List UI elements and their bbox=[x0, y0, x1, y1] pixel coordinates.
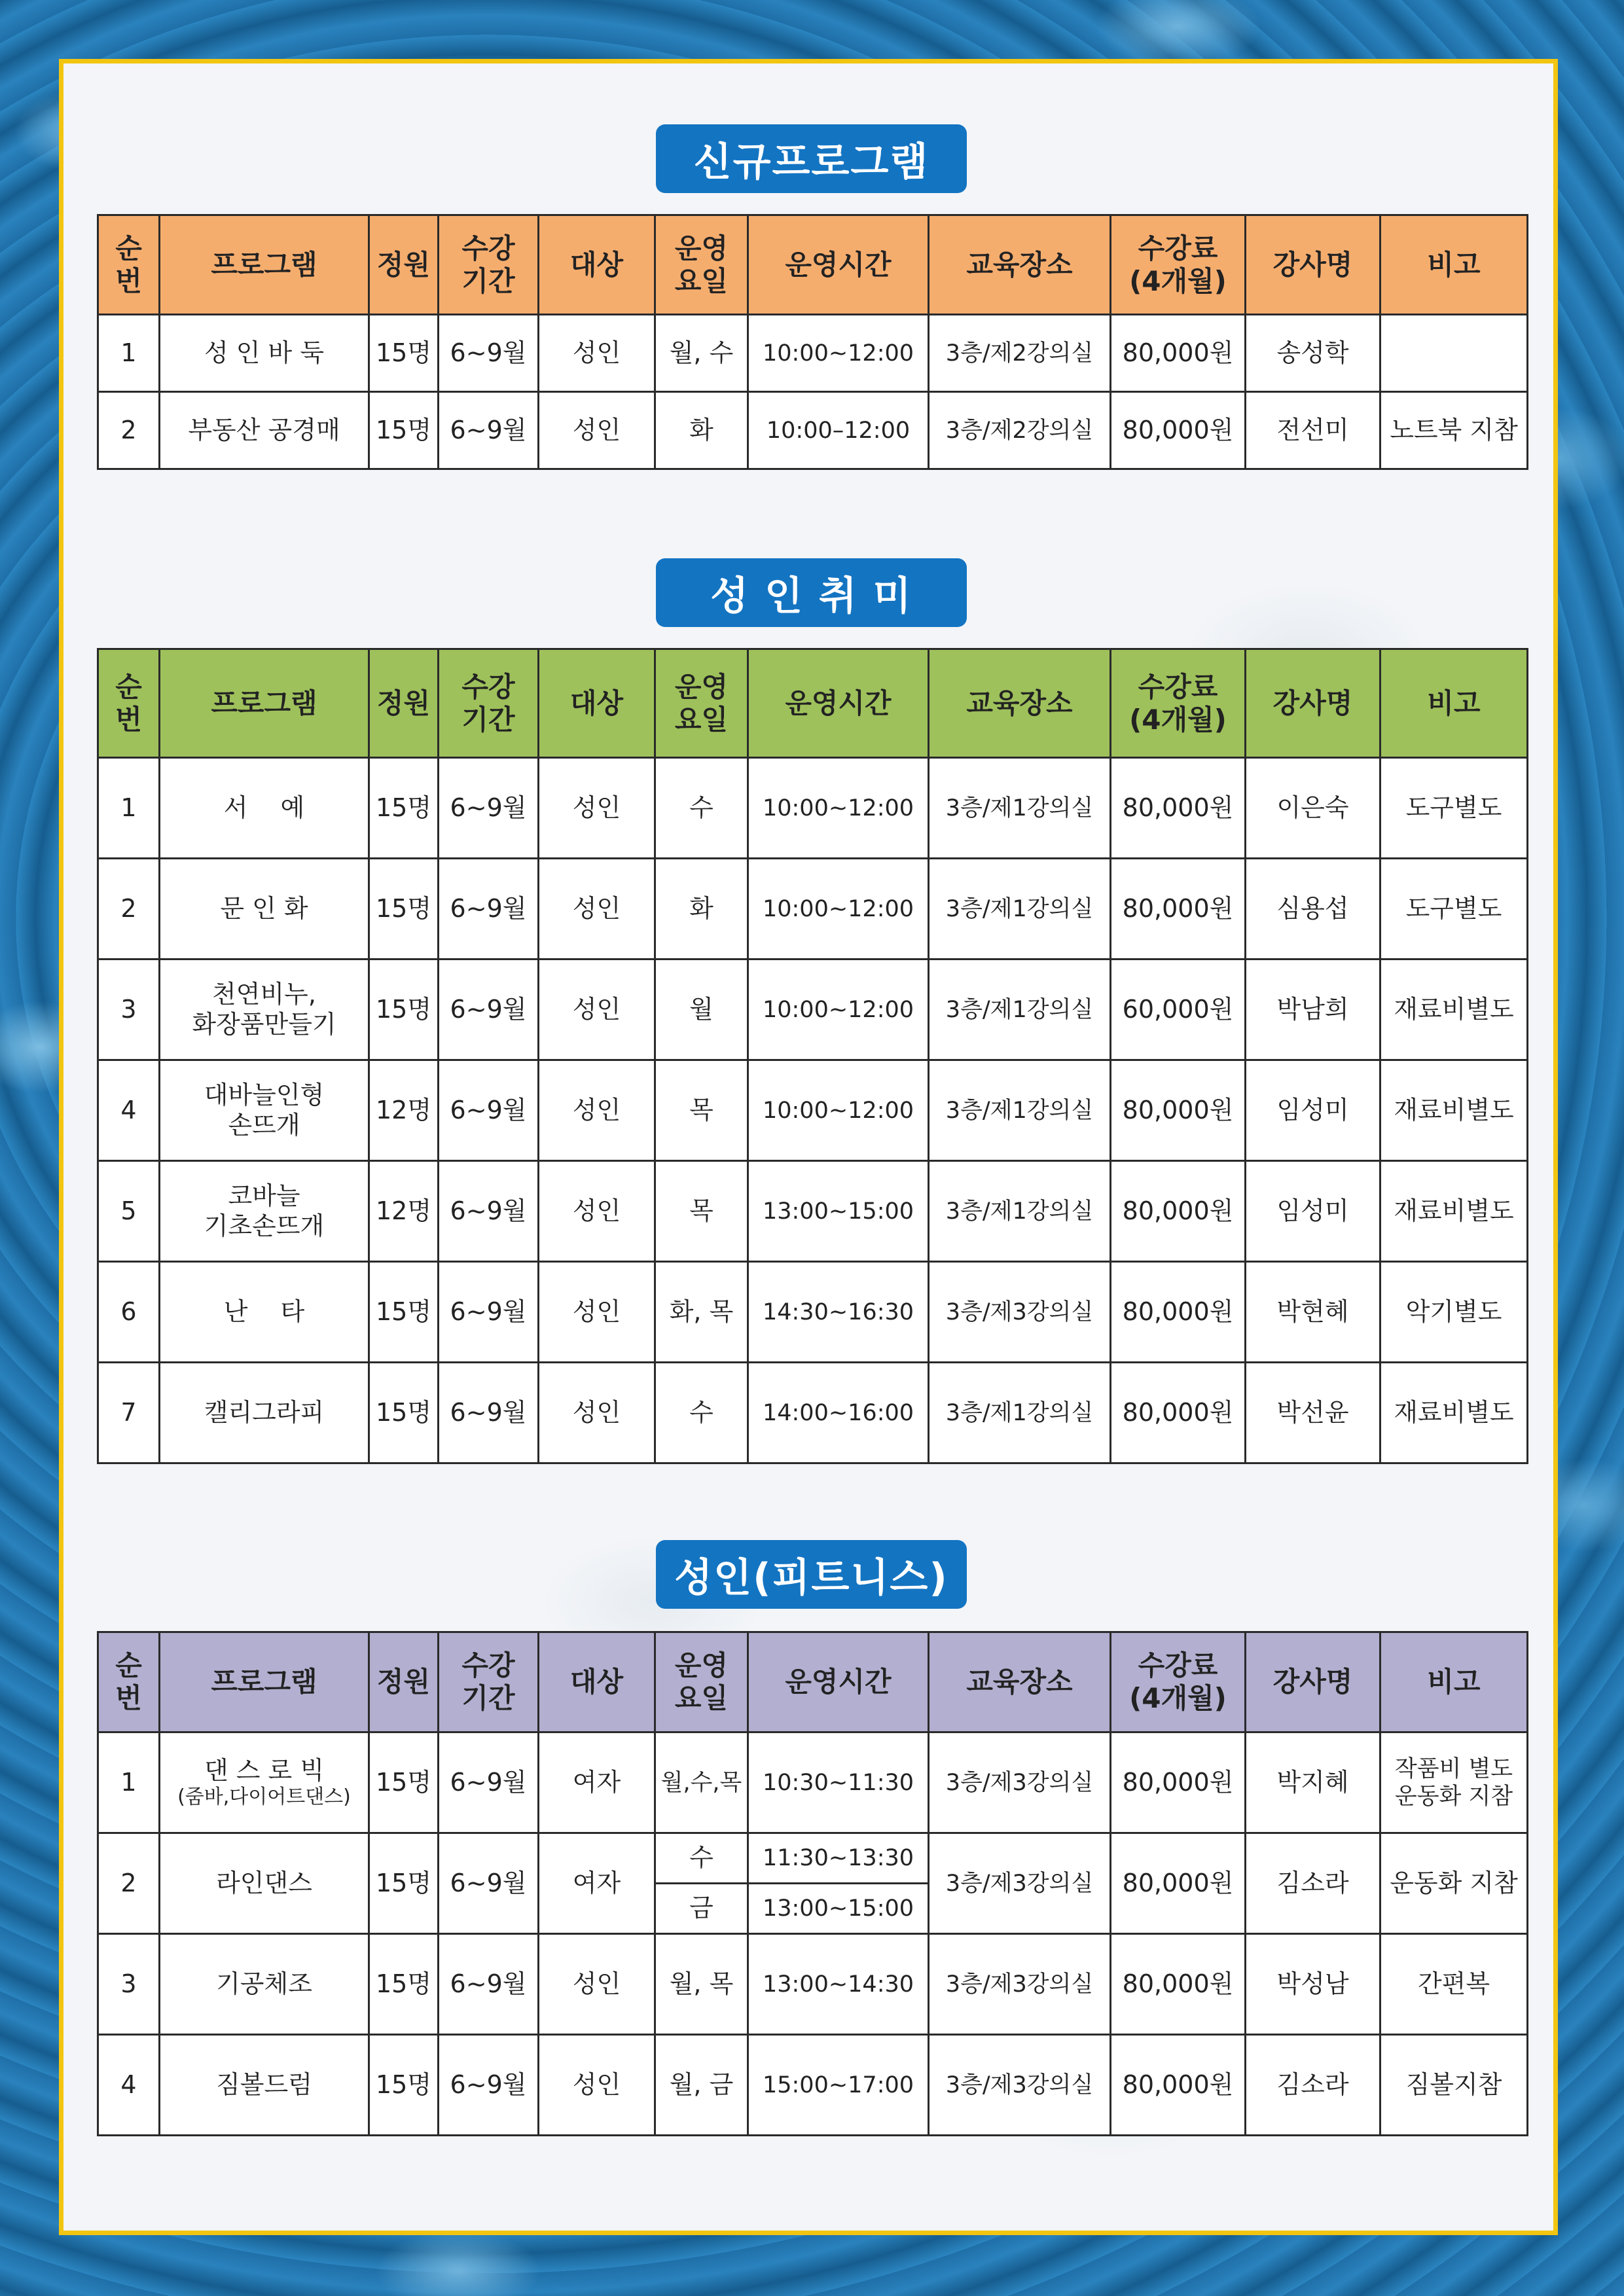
cell-no: 6 bbox=[98, 1262, 160, 1363]
cell-capacity: 15명 bbox=[369, 859, 439, 960]
table-row bbox=[98, 859, 1528, 960]
cell-period: 6~9월 bbox=[439, 2035, 539, 2136]
cell-time: 10:00~12:00 bbox=[748, 960, 929, 1060]
cell-program: 기공체조 bbox=[160, 1934, 369, 2035]
table-row bbox=[98, 1934, 1528, 2035]
cell-no: 7 bbox=[98, 1363, 160, 1463]
cell-place: 3층/제2강의실 bbox=[929, 315, 1111, 392]
table-row bbox=[98, 2035, 1528, 2136]
col-note: 비고 bbox=[1380, 649, 1528, 758]
cell-note: 짐볼지참 bbox=[1380, 2035, 1528, 2136]
cell-teacher: 김소라 bbox=[1246, 1833, 1380, 1934]
cell-teacher: 전선미 bbox=[1246, 392, 1380, 469]
cell-time: 13:00~15:00 bbox=[748, 1884, 929, 1934]
col-program: 프로그램 bbox=[160, 1632, 369, 1732]
cell-program: 캘리그라피 bbox=[160, 1363, 369, 1463]
table-header-row bbox=[98, 649, 1528, 758]
cell-target: 성인 bbox=[539, 315, 655, 392]
section-title-fitness: 성인(피트니스) bbox=[656, 1540, 967, 1609]
col-target: 대상 bbox=[539, 215, 655, 315]
col-teacher: 강사명 bbox=[1246, 649, 1380, 758]
cell-capacity: 15명 bbox=[369, 1363, 439, 1463]
cell-target: 성인 bbox=[539, 392, 655, 469]
table-header-row bbox=[98, 1632, 1528, 1732]
cell-target: 성인 bbox=[539, 1060, 655, 1161]
cell-days: 월,수,목 bbox=[655, 1732, 748, 1833]
table-adult-hobby bbox=[97, 648, 1528, 1464]
cell-fee: 80,000원 bbox=[1111, 1363, 1246, 1463]
cell-place: 3층/제3강의실 bbox=[929, 1934, 1111, 2035]
col-place: 교육장소 bbox=[929, 649, 1111, 758]
col-time: 운영시간 bbox=[748, 1632, 929, 1732]
cell-days: 월, 수 bbox=[655, 315, 748, 392]
cell-period: 6~9월 bbox=[439, 392, 539, 469]
cell-teacher: 박현혜 bbox=[1246, 1262, 1380, 1363]
cell-note: 간편복 bbox=[1380, 1934, 1528, 2035]
cell-days: 월, 금 bbox=[655, 2035, 748, 2136]
cell-no: 2 bbox=[98, 392, 160, 469]
cell-note: 운동화 지참 bbox=[1380, 1833, 1528, 1934]
cell-teacher: 임성미 bbox=[1246, 1161, 1380, 1262]
table-row bbox=[98, 1732, 1528, 1833]
col-place: 교육장소 bbox=[929, 215, 1111, 315]
cell-capacity: 12명 bbox=[369, 1060, 439, 1161]
cell-teacher: 이은숙 bbox=[1246, 758, 1380, 859]
cell-place: 3층/제3강의실 bbox=[929, 1833, 1111, 1934]
cell-capacity: 15명 bbox=[369, 1732, 439, 1833]
cell-days: 수 bbox=[655, 758, 748, 859]
col-days: 운영 요일 bbox=[655, 1632, 748, 1732]
table-row bbox=[98, 758, 1528, 859]
cell-no: 5 bbox=[98, 1161, 160, 1262]
cell-note: 악기별도 bbox=[1380, 1262, 1528, 1363]
cell-place: 3층/제1강의실 bbox=[929, 960, 1111, 1060]
cell-days: 금 bbox=[655, 1884, 748, 1934]
cell-fee: 80,000원 bbox=[1111, 1262, 1246, 1363]
cell-capacity: 15명 bbox=[369, 1833, 439, 1934]
cell-target: 성인 bbox=[539, 960, 655, 1060]
cell-teacher: 박성남 bbox=[1246, 1934, 1380, 2035]
col-fee: 수강료 (4개월) bbox=[1111, 1632, 1246, 1732]
cell-teacher: 김소라 bbox=[1246, 2035, 1380, 2136]
cell-fee: 80,000원 bbox=[1111, 859, 1246, 960]
col-note: 비고 bbox=[1380, 215, 1528, 315]
col-teacher: 강사명 bbox=[1246, 1632, 1380, 1732]
cell-time: 14:00~16:00 bbox=[748, 1363, 929, 1463]
cell-period: 6~9월 bbox=[439, 1363, 539, 1463]
cell-no: 2 bbox=[98, 859, 160, 960]
cell-note: 노트북 지참 bbox=[1380, 392, 1528, 469]
cell-no: 1 bbox=[98, 1732, 160, 1833]
cell-program: 대바늘인형 손뜨개 bbox=[160, 1060, 369, 1161]
cell-time: 13:00~14:30 bbox=[748, 1934, 929, 2035]
cell-capacity: 15명 bbox=[369, 1262, 439, 1363]
cell-fee: 80,000원 bbox=[1111, 1833, 1246, 1934]
col-target: 대상 bbox=[539, 649, 655, 758]
program-name: 댄 스 로 빅 bbox=[204, 1755, 325, 1785]
cell-period: 6~9월 bbox=[439, 758, 539, 859]
cell-days: 수 bbox=[655, 1833, 748, 1884]
cell-time: 13:00~15:00 bbox=[748, 1161, 929, 1262]
cell-fee: 80,000원 bbox=[1111, 758, 1246, 859]
cell-capacity: 15명 bbox=[369, 315, 439, 392]
cell-capacity: 15명 bbox=[369, 960, 439, 1060]
table-row bbox=[98, 1833, 1528, 1884]
cell-no: 1 bbox=[98, 758, 160, 859]
cell-period: 6~9월 bbox=[439, 1934, 539, 2035]
col-no: 순 번 bbox=[98, 649, 160, 758]
cell-place: 3층/제3강의실 bbox=[929, 2035, 1111, 2136]
cell-place: 3층/제2강의실 bbox=[929, 392, 1111, 469]
col-fee: 수강료 (4개월) bbox=[1111, 649, 1246, 758]
cell-note: 작품비 별도 운동화 지참 bbox=[1380, 1732, 1528, 1833]
cell-fee: 80,000원 bbox=[1111, 1161, 1246, 1262]
cell-capacity: 15명 bbox=[369, 392, 439, 469]
cell-days: 목 bbox=[655, 1060, 748, 1161]
cell-fee: 80,000원 bbox=[1111, 1060, 1246, 1161]
cell-days: 화, 목 bbox=[655, 1262, 748, 1363]
cell-note bbox=[1380, 315, 1528, 392]
section-title-new: 신규프로그램 bbox=[656, 124, 967, 193]
table-row bbox=[98, 1262, 1528, 1363]
cell-program: 라인댄스 bbox=[160, 1833, 369, 1934]
cell-no: 2 bbox=[98, 1833, 160, 1934]
cell-period: 6~9월 bbox=[439, 1833, 539, 1934]
cell-time: 10:00–12:00 bbox=[748, 392, 929, 469]
cell-no: 3 bbox=[98, 1934, 160, 2035]
col-period: 수강 기간 bbox=[439, 215, 539, 315]
cell-capacity: 12명 bbox=[369, 1161, 439, 1262]
table-row bbox=[98, 1161, 1528, 1262]
cell-fee: 80,000원 bbox=[1111, 1934, 1246, 2035]
cell-note: 재료비별도 bbox=[1380, 1060, 1528, 1161]
cell-program bbox=[160, 1732, 369, 1833]
cell-target: 성인 bbox=[539, 1161, 655, 1262]
cell-days: 수 bbox=[655, 1363, 748, 1463]
cell-place: 3층/제1강의실 bbox=[929, 1363, 1111, 1463]
cell-target: 성인 bbox=[539, 1363, 655, 1463]
cell-fee: 60,000원 bbox=[1111, 960, 1246, 1060]
cell-period: 6~9월 bbox=[439, 1262, 539, 1363]
cell-days: 화 bbox=[655, 859, 748, 960]
table-row bbox=[98, 960, 1528, 1060]
cell-days: 월 bbox=[655, 960, 748, 1060]
cell-days: 월, 목 bbox=[655, 1934, 748, 2035]
cell-teacher: 심용섭 bbox=[1246, 859, 1380, 960]
cell-time: 15:00~17:00 bbox=[748, 2035, 929, 2136]
cell-program: 짐볼드럼 bbox=[160, 2035, 369, 2136]
col-days: 운영 요일 bbox=[655, 649, 748, 758]
col-program: 프로그램 bbox=[160, 215, 369, 315]
cell-note: 도구별도 bbox=[1380, 859, 1528, 960]
cell-target: 성인 bbox=[539, 758, 655, 859]
cell-place: 3층/제1강의실 bbox=[929, 1060, 1111, 1161]
cell-capacity: 15명 bbox=[369, 1934, 439, 2035]
cell-time: 10:00~12:00 bbox=[748, 315, 929, 392]
table-new-programs bbox=[97, 214, 1528, 470]
cell-target: 성인 bbox=[539, 1262, 655, 1363]
cell-target: 여자 bbox=[539, 1833, 655, 1934]
cell-no: 4 bbox=[98, 1060, 160, 1161]
cell-note: 재료비별도 bbox=[1380, 960, 1528, 1060]
cell-fee: 80,000원 bbox=[1111, 2035, 1246, 2136]
section-title-hobby: 성 인 취 미 bbox=[656, 558, 967, 627]
col-fee: 수강료 (4개월) bbox=[1111, 215, 1246, 315]
col-teacher: 강사명 bbox=[1246, 215, 1380, 315]
cell-target: 성인 bbox=[539, 859, 655, 960]
cell-program: 문 인 화 bbox=[160, 859, 369, 960]
col-note: 비고 bbox=[1380, 1632, 1528, 1732]
table-row bbox=[98, 1363, 1528, 1463]
col-no: 순 번 bbox=[98, 215, 160, 315]
cell-time: 14:30~16:30 bbox=[748, 1262, 929, 1363]
table-row bbox=[98, 315, 1528, 392]
col-time: 운영시간 bbox=[748, 215, 929, 315]
table-header-row bbox=[98, 215, 1528, 315]
cell-period: 6~9월 bbox=[439, 1161, 539, 1262]
cell-period: 6~9월 bbox=[439, 1732, 539, 1833]
cell-note: 재료비별도 bbox=[1380, 1161, 1528, 1262]
col-capacity: 정원 bbox=[369, 215, 439, 315]
cell-note: 재료비별도 bbox=[1380, 1363, 1528, 1463]
cell-teacher: 임성미 bbox=[1246, 1060, 1380, 1161]
cell-capacity: 15명 bbox=[369, 758, 439, 859]
cell-target: 성인 bbox=[539, 2035, 655, 2136]
cell-place: 3층/제1강의실 bbox=[929, 758, 1111, 859]
cell-fee: 80,000원 bbox=[1111, 1732, 1246, 1833]
cell-period: 6~9월 bbox=[439, 960, 539, 1060]
cell-time: 10:00~12:00 bbox=[748, 1060, 929, 1161]
cell-teacher: 박지혜 bbox=[1246, 1732, 1380, 1833]
table-row bbox=[98, 1060, 1528, 1161]
cell-place: 3층/제3강의실 bbox=[929, 1732, 1111, 1833]
program-subtitle: (줌바,다이어트댄스) bbox=[177, 1785, 351, 1809]
col-period: 수강 기간 bbox=[439, 1632, 539, 1732]
cell-time: 10:00~12:00 bbox=[748, 758, 929, 859]
cell-teacher: 박남희 bbox=[1246, 960, 1380, 1060]
cell-place: 3층/제1강의실 bbox=[929, 1161, 1111, 1262]
cell-period: 6~9월 bbox=[439, 315, 539, 392]
cell-program: 천연비누, 화장품만들기 bbox=[160, 960, 369, 1060]
cell-program: 서 예 bbox=[160, 758, 369, 859]
cell-no: 3 bbox=[98, 960, 160, 1060]
cell-time: 10:00~12:00 bbox=[748, 859, 929, 960]
cell-place: 3층/제3강의실 bbox=[929, 1262, 1111, 1363]
cell-days: 목 bbox=[655, 1161, 748, 1262]
table-adult-fitness bbox=[97, 1631, 1528, 2136]
col-no: 순 번 bbox=[98, 1632, 160, 1732]
col-capacity: 정원 bbox=[369, 649, 439, 758]
cell-teacher: 박선윤 bbox=[1246, 1363, 1380, 1463]
cell-teacher: 송성학 bbox=[1246, 315, 1380, 392]
col-program: 프로그램 bbox=[160, 649, 369, 758]
cell-period: 6~9월 bbox=[439, 859, 539, 960]
col-target: 대상 bbox=[539, 1632, 655, 1732]
cell-period: 6~9월 bbox=[439, 1060, 539, 1161]
cell-no: 1 bbox=[98, 315, 160, 392]
col-time: 운영시간 bbox=[748, 649, 929, 758]
cell-capacity: 15명 bbox=[369, 2035, 439, 2136]
cell-program: 성 인 바 둑 bbox=[160, 315, 369, 392]
cell-time: 10:30~11:30 bbox=[748, 1732, 929, 1833]
cell-fee: 80,000원 bbox=[1111, 392, 1246, 469]
col-capacity: 정원 bbox=[369, 1632, 439, 1732]
cell-target: 성인 bbox=[539, 1934, 655, 2035]
cell-target: 여자 bbox=[539, 1732, 655, 1833]
cell-time: 11:30~13:30 bbox=[748, 1833, 929, 1884]
cell-place: 3층/제1강의실 bbox=[929, 859, 1111, 960]
cell-days: 화 bbox=[655, 392, 748, 469]
cell-program: 코바늘 기초손뜨개 bbox=[160, 1161, 369, 1262]
col-days: 운영 요일 bbox=[655, 215, 748, 315]
col-period: 수강 기간 bbox=[439, 649, 539, 758]
cell-program: 부동산 공경매 bbox=[160, 392, 369, 469]
cell-program: 난 타 bbox=[160, 1262, 369, 1363]
cell-no: 4 bbox=[98, 2035, 160, 2136]
col-place: 교육장소 bbox=[929, 1632, 1111, 1732]
cell-note: 도구별도 bbox=[1380, 758, 1528, 859]
cell-fee: 80,000원 bbox=[1111, 315, 1246, 392]
table-row bbox=[98, 392, 1528, 469]
